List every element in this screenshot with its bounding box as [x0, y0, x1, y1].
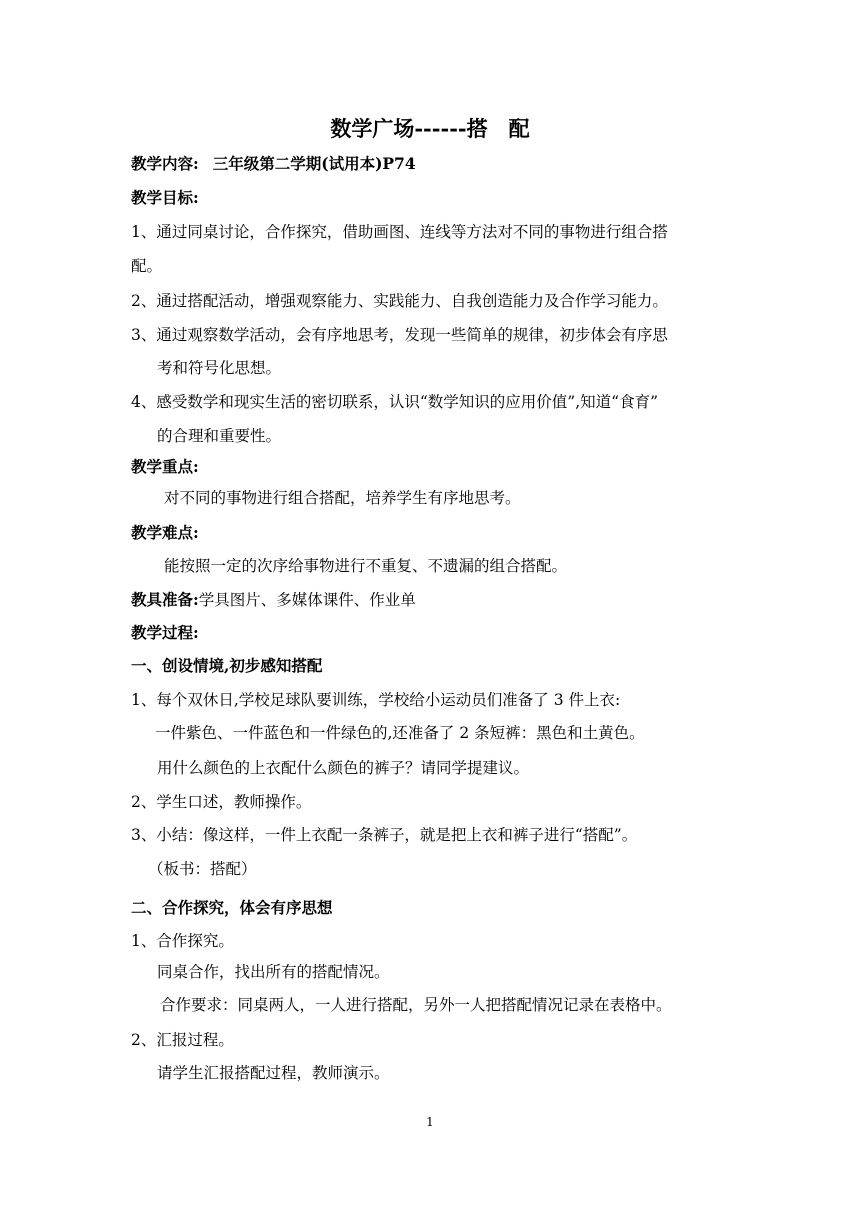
section-1-line: 2、学生口述，教师操作。: [131, 793, 312, 811]
objective-line: 2、通过搭配活动，增强观察能力、实践能力、自我创造能力及合作学习能力。: [131, 292, 668, 310]
key-point-heading: 教学重点:: [131, 457, 199, 476]
section-2-line: 同桌合作，找出所有的搭配情况。: [157, 963, 390, 981]
section-2-title: 二、合作探究，体会有序思想: [131, 898, 333, 917]
section-2-line: 2、汇报过程。: [131, 1031, 234, 1049]
section-2-line: 1、合作探究。: [131, 932, 234, 950]
objective-line: 的合理和重要性。: [157, 427, 282, 445]
section-2-line: 合作要求：同桌两人，一人进行搭配，另外一人把搭配情况记录在表格中。: [160, 996, 672, 1014]
section-2-line: 请学生汇报搭配过程，教师演示。: [157, 1064, 390, 1082]
content-row: [131, 154, 416, 174]
objectives-heading: 教学目标:: [131, 188, 199, 207]
content-value: 三年级第二学期(试用本)P74: [212, 154, 416, 173]
objective-line: 配。: [131, 257, 163, 275]
section-1-line: （板书：搭配）: [148, 860, 257, 878]
key-point-text: 对不同的事物进行组合搭配，培养学生有序地思考。: [164, 489, 521, 507]
objective-line: 3、通过观察数学活动，会有序地思考，发现一些简单的规律，初步体会有序思: [131, 326, 668, 344]
materials-text: 学具图片、多媒体课件、作业单: [198, 591, 416, 609]
process-heading: 教学过程:: [131, 623, 199, 642]
objective-line: 1、通过同桌讨论，合作探究，借助画图、连线等方法对不同的事物进行组合搭: [131, 223, 668, 241]
page-title: 数学广场------搭 配: [330, 116, 530, 141]
objective-line: 4、感受数学和现实生活的密切联系，认识“数学知识的应用价值”,知道“食育”: [131, 393, 658, 411]
section-1-line: 一件紫色、一件蓝色和一件绿色的,还准备了 2 条短裤：黑色和土黄色。: [155, 724, 645, 742]
section-1-line: 1、每个双休日,学校足球队要训练，学校给小运动员们准备了 3 件上衣:: [131, 691, 621, 709]
section-1-line: 3、小结：像这样，一件上衣配一条裤子，就是把上衣和裤子进行“搭配”。: [131, 826, 638, 844]
objective-line: 考和符号化思想。: [157, 359, 282, 377]
page-number: 1: [426, 1115, 434, 1129]
difficulty-text: 能按照一定的次序给事物进行不重复、不遗漏的组合搭配。: [164, 557, 568, 575]
content-label: 教学内容:: [131, 154, 199, 173]
materials-row: [131, 590, 416, 610]
difficulty-heading: 教学难点:: [131, 523, 199, 542]
section-1-title: 一、创设情境,初步感知搭配: [131, 656, 323, 675]
materials-heading: 教具准备:: [131, 590, 199, 609]
section-1-line: 用什么颜色的上衣配什么颜色的裤子？请同学提建议。: [157, 759, 530, 777]
